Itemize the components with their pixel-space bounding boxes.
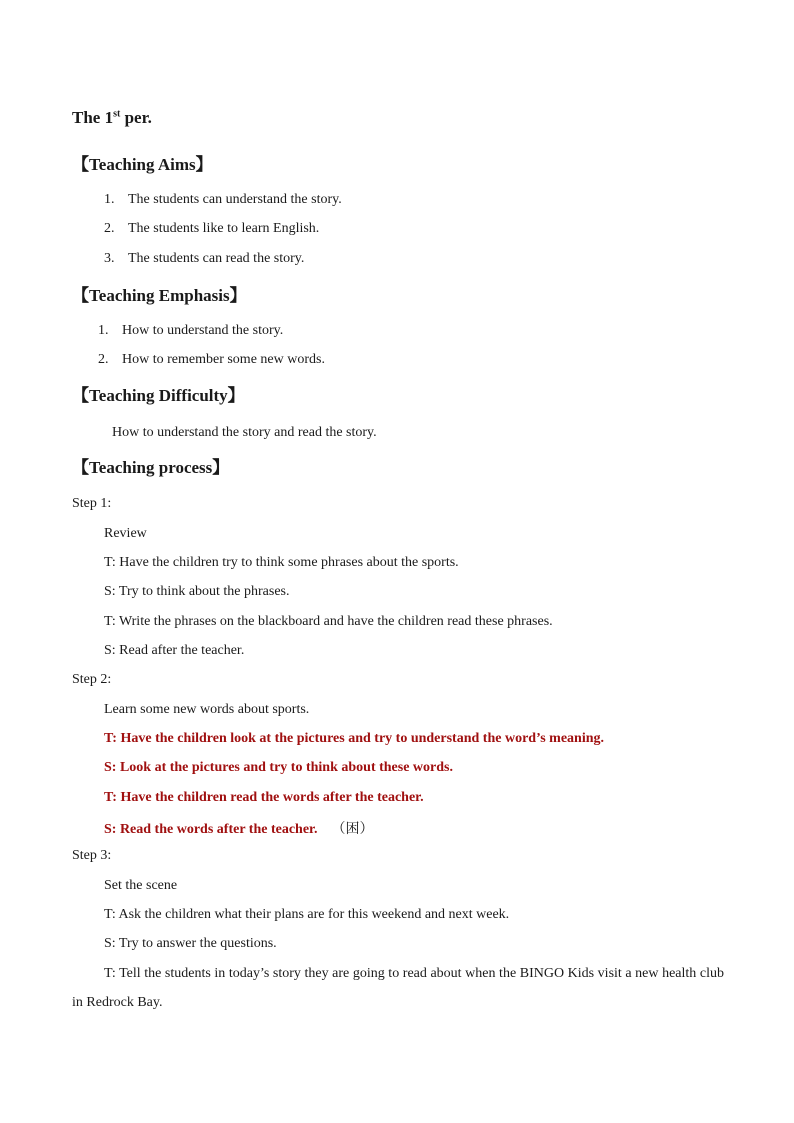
emphasis-item: 1. How to understand the story. xyxy=(98,323,284,338)
step2-highlight-line: S: Read the words after the teacher. xyxy=(104,822,318,837)
step1-line: Review xyxy=(104,526,147,541)
step3-line: T: Ask the children what their plans are for this weekend and next week. xyxy=(104,907,510,922)
step3-paragraph: T: Tell the students in today’s story they are going to read about when the BINGO Kids visit a new health club in Redrock Bay. xyxy=(72,966,724,1010)
aims-item: 1. The students can understand the story. xyxy=(104,192,342,207)
step2-highlight-line: T: Have the children read the words after the teacher. xyxy=(104,790,424,805)
difficulty-note: （困） xyxy=(331,822,374,837)
step2-highlight-row xyxy=(104,818,373,838)
step2-line: Learn some new words about sports. xyxy=(104,702,310,717)
step1-line: S: Try to think about the phrases. xyxy=(104,584,290,599)
step1-line: T: Have the children try to think some phrases about the sports. xyxy=(104,555,459,570)
difficulty-text: How to understand the story and read the story. xyxy=(112,425,377,440)
step2-highlight-line: S: Look at the pictures and try to think about these words. xyxy=(104,760,453,775)
emphasis-item: 2. How to remember some new words. xyxy=(98,352,325,367)
aims-item: 3. The students can read the story. xyxy=(104,251,305,266)
step3-line: Set the scene xyxy=(104,878,178,893)
page-title: The 1st per. xyxy=(72,108,152,127)
section-heading-difficulty: 【Teaching Difficulty】 xyxy=(72,386,245,405)
step1-line: T: Write the phrases on the blackboard and have the children read these phrases. xyxy=(104,614,553,629)
step-label: Step 1: xyxy=(72,496,112,511)
section-heading-aims: 【Teaching Aims】 xyxy=(72,155,213,174)
section-heading-process: 【Teaching process】 xyxy=(72,458,230,477)
section-heading-emphasis: 【Teaching Emphasis】 xyxy=(72,286,247,305)
step-label: Step 2: xyxy=(72,672,112,687)
step1-line: S: Read after the teacher. xyxy=(104,643,245,658)
step2-highlight-line: T: Have the children look at the pictures and try to understand the word’s meaning. xyxy=(104,731,604,746)
step3-line: S: Try to answer the questions. xyxy=(104,936,277,951)
aims-item: 2. The students like to learn English. xyxy=(104,221,320,236)
step-label: Step 3: xyxy=(72,848,112,863)
